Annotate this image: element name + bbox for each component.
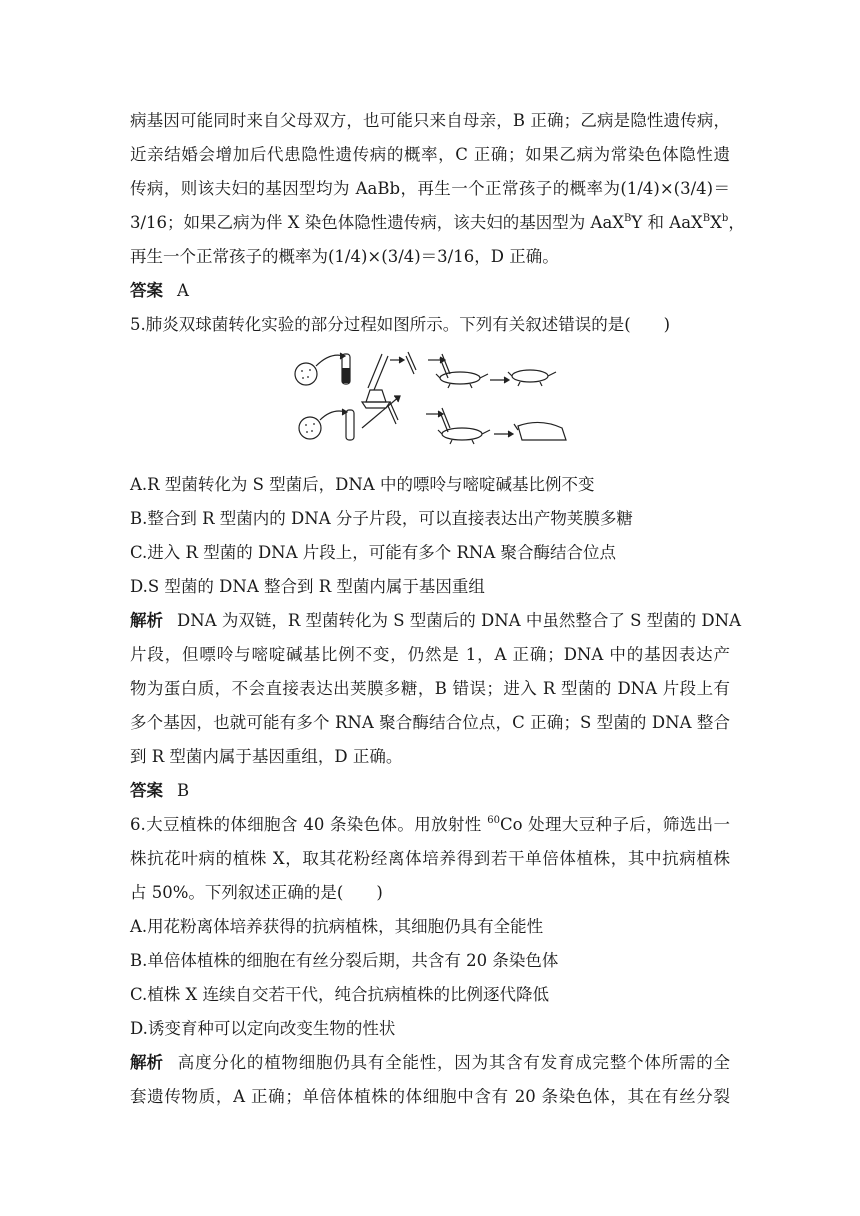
test-tube-bottom (346, 410, 354, 440)
option-b: B.单倍体植株的细胞在有丝分裂后期，共含有 20 条染色体 (130, 951, 559, 970)
mouse-top-result (512, 370, 548, 382)
text-line: 传病，则该夫妇的基因型均为 AaBb，再生一个正常孩子的概率为(1/4)×(3/4)＝ (130, 179, 730, 198)
pipette-tube (368, 354, 382, 388)
explanation-first-line: 解析 高度分化的植物细胞仍具有全能性，因为其含有发育成完整个体所需的全 (130, 1046, 730, 1080)
answer-line (130, 274, 730, 308)
answer-line (130, 774, 730, 808)
answer-label: 答案 (130, 281, 163, 300)
petri-dish-bottom (299, 417, 321, 439)
text-line: 占 50%。下列叙述正确的是( ) (130, 883, 383, 902)
text-line: 近亲结婚会增加后代患隐性遗传病的概率，C 正确；如果乙病为常染色体隐性遗 (130, 145, 730, 164)
option-a: A.R 型菌转化为 S 型菌后，DNA 中的嘌呤与嘧啶碱基比例不变 (130, 475, 595, 494)
text-line: 套遗传物质，A 正确；单倍体植株的体细胞中含有 20 条染色体，其在有丝分裂 (130, 1087, 730, 1106)
text-line-genotype: 3/16；如果乙病为伴 X 染色体隐性遗传病，该夫妇的基因型为 AaX$^B$Y 和 $AaX^BX^b$， (130, 213, 745, 232)
answer-label: 答案 (130, 781, 163, 800)
option-b: B.整合到 R 型菌内的 DNA 分子片段，可以直接表达出产物荚膜多糖 (130, 509, 633, 528)
text-line: 到 R 型菌内属于基因重组，D 正确。 (130, 747, 403, 766)
text-line: 多个基因，也就可能有多个 RNA 聚合酶结合位点，C 正确；S 型菌的 DNA 整合 (130, 713, 730, 732)
text-line: 再生一个正常孩子的概率为(1/4)×(3/4)＝3/16，D 正确。 (130, 247, 559, 266)
mouse-top-live (440, 372, 480, 384)
curved-arrow-top (316, 355, 344, 366)
explanation-first-line: 解析 DNA 为双链，R 型菌转化为 S 型菌后的 DNA 中虽然整合了 S 型菌的 DNA (130, 604, 730, 638)
syringe-mid-bottom (440, 408, 450, 432)
option-c: C.植株 X 连续自交若干代，纯合抗病植株的比例逐代降低 (130, 985, 550, 1004)
option-d: D.S 型菌的 DNA 整合到 R 型菌内属于基因重组 (130, 577, 485, 596)
petri-dish-top (295, 363, 317, 385)
burner-stand (366, 390, 386, 402)
text-line: 片段，但嘌呤与嘧啶碱基比例不变，仍然是 1，A 正确；DNA 中的基因表达产 (130, 645, 730, 664)
experiment-figure (130, 344, 730, 462)
syringe-top (406, 352, 416, 374)
text-line: 病基因可能同时来自父母双方，也可能只来自母亲，B 正确；乙病是隐性遗传病， (130, 111, 730, 130)
question-stem: 5.肺炎双球菌转化实验的部分过程如图所示。下列有关叙述错误的是( ) (130, 315, 671, 334)
question-stem: 6.大豆植株的体细胞含 40 条染色体。用放射性 $^{60}$Co 处理大豆种子后，筛选出一 (130, 815, 730, 834)
document-page (130, 104, 745, 1114)
option-d: D.诱变育种可以定向改变生物的性状 (130, 1019, 396, 1038)
option-a: A.用花粉离体培养获得的抗病植株，其细胞仍具有全能性 (130, 917, 544, 936)
explanation-label: 解析 (130, 1053, 163, 1072)
text-line: 株抗花叶病的植株 X，取其花粉经离体培养得到若干单倍体植株，其中抗病植株 (130, 849, 730, 868)
transformation-experiment-diagram (290, 344, 580, 456)
mouse-bottom-live (442, 428, 482, 440)
answer-value: A (177, 281, 189, 300)
answer-value: B (177, 781, 190, 800)
explanation-label: 解析 (130, 611, 163, 630)
text-line: 物为蛋白质，不会直接表达出荚膜多糖，B 错误；进入 R 型菌的 DNA 片段上有 (130, 679, 730, 698)
option-c: C.进入 R 型菌的 DNA 片段上，可能有多个 RNA 聚合酶结合位点 (130, 543, 617, 562)
mouse-bottom-dead (518, 422, 566, 440)
